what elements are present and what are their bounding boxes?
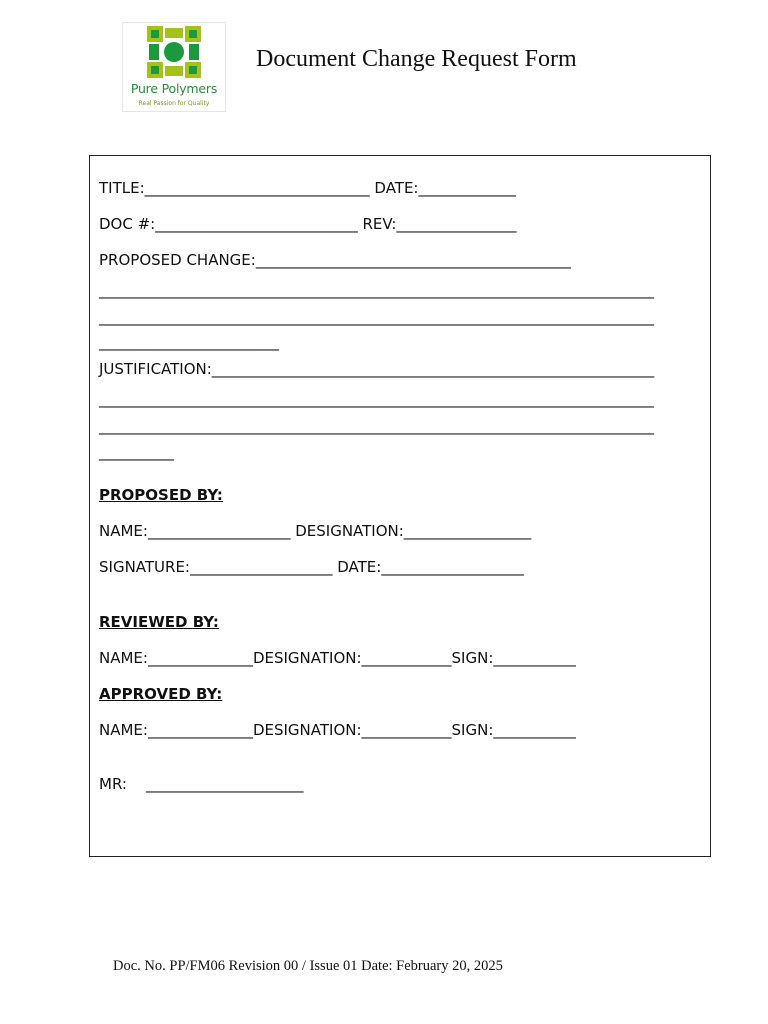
proposed-by-name-field[interactable]: NAME:___________________ DESIGNATION:_________________ — [99, 522, 532, 540]
proposed-change-line-2[interactable]: __________________________________________________________________________ — [99, 308, 654, 326]
title-date-field[interactable]: TITLE:______________________________ DATE:_____________ — [99, 179, 516, 197]
doc-rev-field[interactable]: DOC #:___________________________ REV:________________ — [99, 215, 517, 233]
proposed-change-line-1[interactable]: __________________________________________________________________________ — [99, 281, 654, 299]
reviewed-by-field[interactable]: NAME:______________DESIGNATION:____________SIGN:___________ — [99, 649, 576, 667]
justification-field[interactable]: JUSTIFICATION:___________________________________________________________ — [99, 360, 655, 378]
approved-by-field[interactable]: NAME:______________DESIGNATION:____________SIGN:___________ — [99, 721, 576, 739]
logo-tagline: Real Passion for Quality — [138, 100, 210, 107]
company-logo — [122, 22, 226, 112]
proposed-by-heading: PROPOSED BY: — [99, 486, 223, 504]
logo-mark-icon — [145, 24, 203, 82]
mr-field[interactable]: MR: _____________________ — [99, 775, 304, 793]
justification-line-2[interactable]: __________________________________________________________________________ — [99, 417, 654, 435]
proposed-by-signature-field[interactable]: SIGNATURE:___________________ DATE:___________________ — [99, 558, 524, 576]
justification-line-3[interactable]: __________ — [99, 443, 174, 461]
page-title: Document Change Request Form — [256, 46, 577, 72]
logo-brand-text: Pure Polymers — [130, 81, 218, 96]
proposed-change-line-3[interactable]: ________________________ — [99, 333, 279, 351]
reviewed-by-heading: REVIEWED BY: — [99, 613, 219, 631]
proposed-change-field[interactable]: PROPOSED CHANGE:__________________________________________ — [99, 251, 571, 269]
justification-line-1[interactable]: __________________________________________________________________________ — [99, 390, 654, 408]
document-footer: Doc. No. PP/FM06 Revision 00 / Issue 01 Date: February 20, 2025 — [113, 958, 503, 974]
approved-by-heading: APPROVED BY: — [99, 685, 223, 703]
